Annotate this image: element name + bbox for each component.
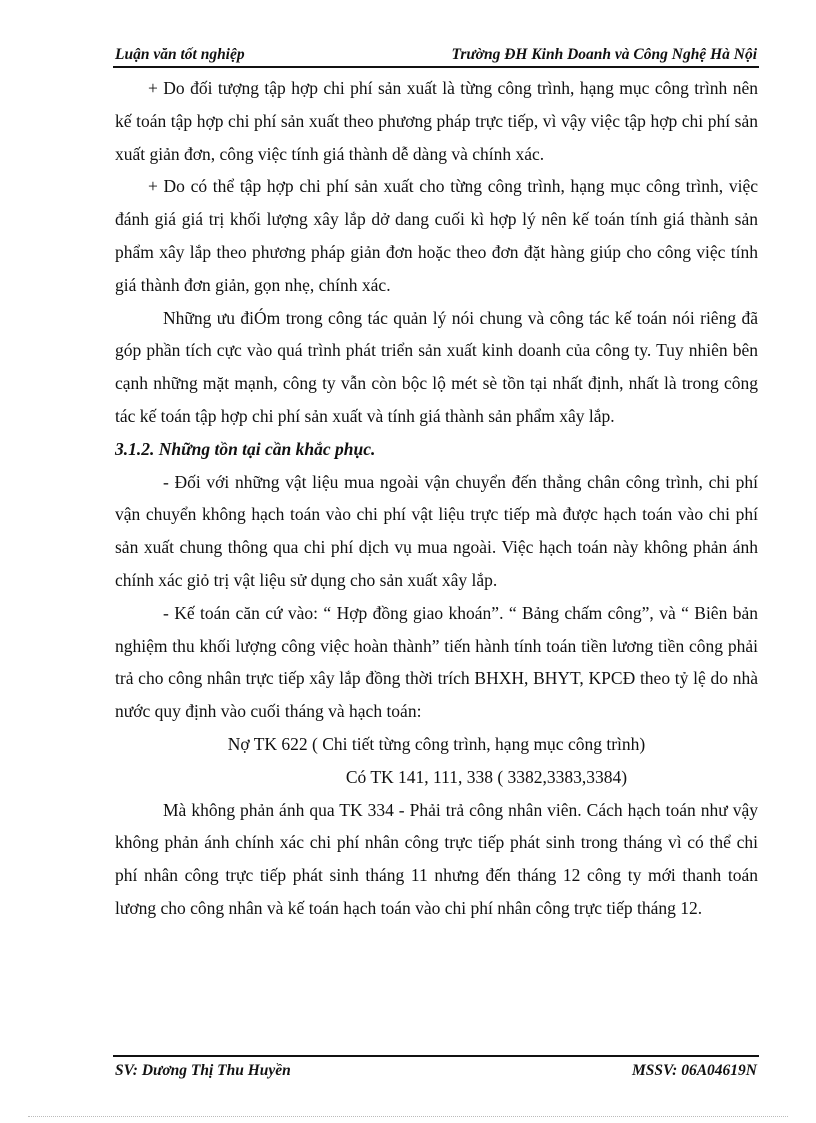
paragraph-advantage-1: + Do đối tượng tập hợp chi phí sản xuất là từng công trình, hạng mục công trình nên kế toán tập hợp chi phí sản xuất theo phương pháp trực tiếp, vì vậy việc tập hợp chi phí sản xuất giản đơn, công việc tính giá thành dễ dàng và chính xác. (115, 78, 758, 164)
header-university-name: Trường ĐH Kinh Doanh và Công Nghệ Hà Nội (451, 46, 757, 63)
page-footer (113, 1055, 759, 1087)
footer-student-id: MSSV: 06A04619N (631, 1062, 757, 1079)
page-body (115, 72, 758, 925)
journal-entry-debit: Nợ TK 622 ( Chi tiết từng công trình, hạng mục công trình) (227, 733, 646, 754)
paragraph-issue-3: Mà không phản ánh qua TK 334 - Phải trả công nhân viên. Cách hạch toán như vậy không phản ánh chính xác chi phí nhân công trực tiếp phát sinh trong tháng vì có thể chi phí nhân công trực tiếp phát sinh tháng 11 nhưng đến tháng 12 công ty mới thanh toán lương cho công nhân và kế toán hạch toán vào chi phí nhân công trực tiếp tháng 12. (115, 799, 758, 918)
journal-entry-credit: Có TK 141, 111, 338 ( 3382,3383,3384) (345, 766, 628, 787)
paragraph-summary: Những ưu điÓm trong công tác quản lý nói chung và công tác kế toán nói riêng đã góp phần tích cực vào quá trình phát triển sản xuất kinh doanh của công ty. Tuy nhiên bên cạnh những mặt mạnh, công ty vẫn còn bộc lộ mét sè tồn tại nhất định, nhất là trong công tác kế toán tập hợp chi phí sản xuất và tính giá thành sản phẩm xây lắp. (115, 307, 758, 426)
section-heading: 3.1.2. Những tồn tại cần khắc phục. (115, 438, 376, 459)
footer-student-name: SV: Dương Thị Thu Huyền (115, 1062, 291, 1079)
page-edge-divider (28, 1116, 788, 1117)
paragraph-issue-2: - Kế toán căn cứ vào: “ Hợp đồng giao khoán”. “ Bảng chấm công”, và “ Biên bản nghiệm thu khối lượng công việc hoàn thành” tiến hành tính toán tiền lương tiền công phải trả cho công nhân trực tiếp xây lắp đồng thời trích BHXH, BHYT, KPCĐ theo tỷ lệ do nhà nước quy định vào cuối tháng và hạch toán: (115, 602, 758, 722)
paragraph-issue-1: - Đối với những vật liệu mua ngoài vận chuyển đến thẳng chân công trình, chi phí vận chuyển không hạch toán vào chi phí vật liệu trực tiếp mà được hạch toán vào chi phí sản xuất chung thông qua chi phí dịch vụ mua ngoài. Việc hạch toán này không phản ánh chính xác giỏ trị vật liệu sử dụng cho sản xuất xây lắp. (115, 471, 758, 590)
paragraph-advantage-2: + Do có thể tập hợp chi phí sản xuất cho từng công trình, hạng mục công trình, việc đánh giá giá trị khối lượng xây lắp dở dang cuối kì hợp lý nên kế toán tính giá thành sản phẩm xây lắp theo phương pháp giản đơn hoặc theo đơn đặt hàng giúp cho công việc tính giá thành đơn giản, gọn nhẹ, chính xác. (115, 176, 758, 295)
page-header (113, 44, 759, 68)
header-thesis-label: Luận văn tốt nghiệp (115, 46, 245, 63)
